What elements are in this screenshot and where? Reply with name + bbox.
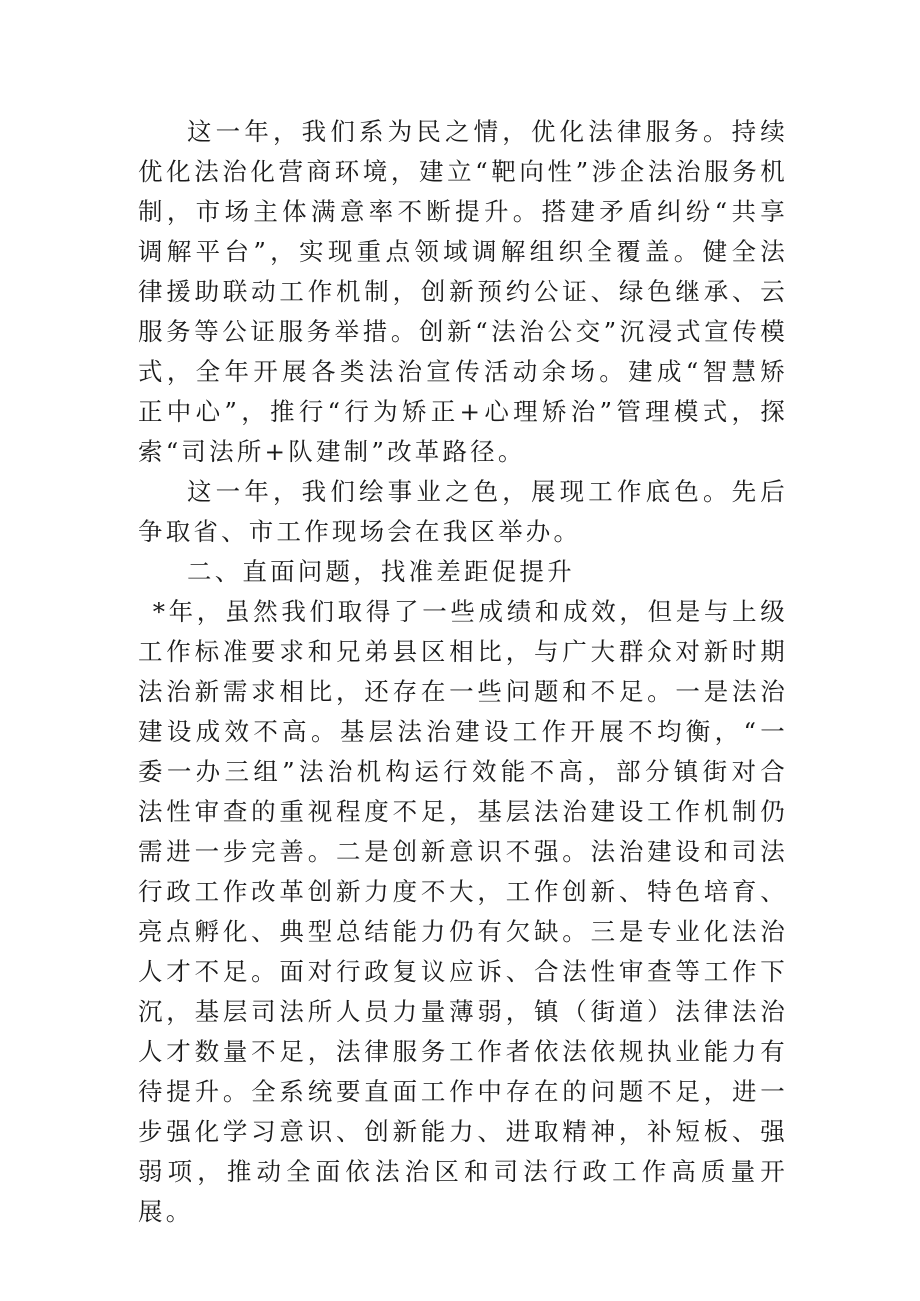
paragraph-achievements: 这一年，我们绘事业之色，展现工作底色。先后争取省、市工作现场会在我区举办。 <box>138 477 788 546</box>
document-body <box>138 112 788 1232</box>
section-heading: 二、直面问题，找准差距促提升 <box>187 557 575 586</box>
paragraph-legal-services: 这一年，我们系为民之情，优化法律服务。持续优化法治化营商环境，建立“靶向性”涉企法治服务机制，市场主体满意率不断提升。搭建矛盾纠纷“共享调解平台”，实现重点领域调解组织全覆盖。健全法律援助联动工作机制，创新预约公证、绿色继承、云服务等公证服务举措。创新“法治公交”沉浸式宣传模式，全年开展各类法治宣传活动余场。建成“智慧矫正中心”，推行“行为矫正+心理矫治”管理模式，探索“司法所+队建制”改革路径。 <box>138 117 788 466</box>
paragraph-problems: *年，虽然我们取得了一些成绩和成效，但是与上级工作标准要求和兄弟县区相比，与广大群众对新时期法治新需求相比，还存在一些问题和不足。一是法治建设成效不高。基层法治建设工作开展不均衡，“一委一办三组”法治机构运行效能不高，部分镇街对合法性审查的重视程度不足，基层法治建设工作机制仍需进一步完善。二是创新意识不强。法治建设和司法行政工作改革创新力度不大，工作创新、特色培育、亮点孵化、典型总结能力仍有欠缺。三是专业化法治人才不足。面对行政复议应诉、合法性审查等工作下沉，基层司法所人员力量薄弱，镇（街道）法律法治人才数量不足，法律服务工作者依法依规执业能力有待提升。全系统要直面工作中存在的问题不足，进一步强化学习意识、创新能力、进取精神，补短板、强弱项，推动全面依法治区和司法行政工作高质量开展。 <box>138 597 788 1226</box>
